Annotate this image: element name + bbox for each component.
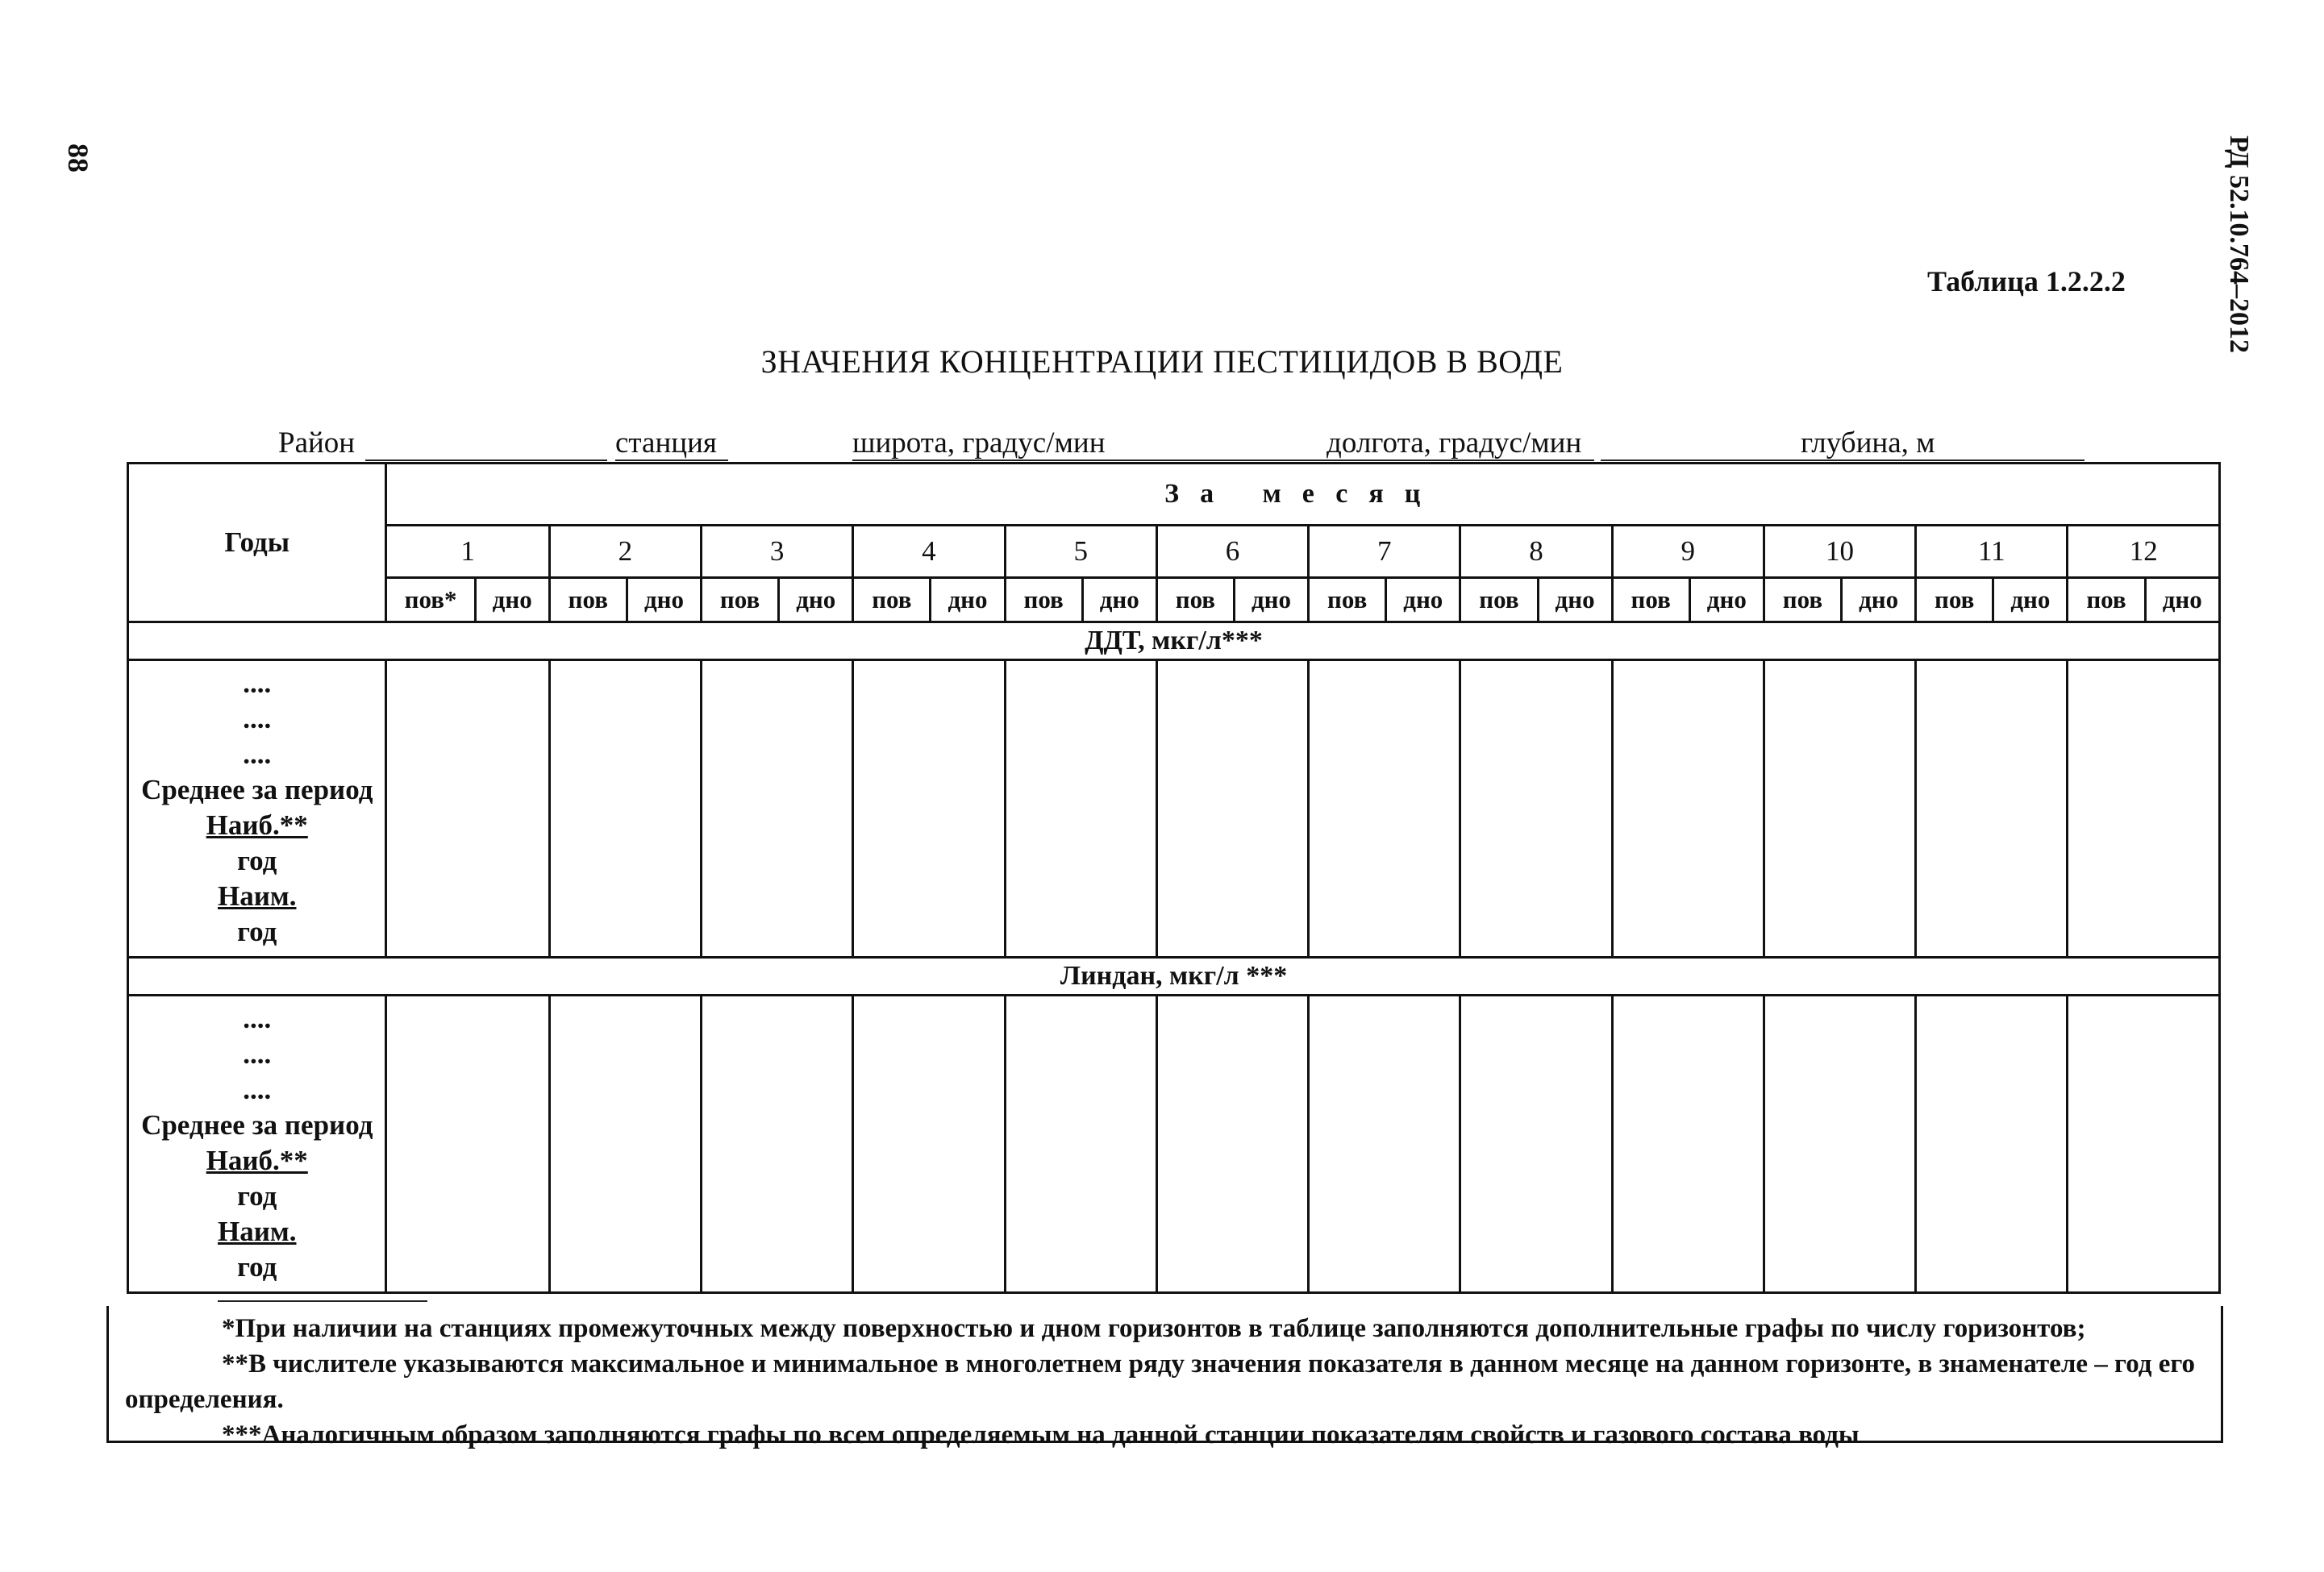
- month-value-cell[interactable]: [1309, 660, 1460, 958]
- surface-subheader: пов: [1612, 578, 1689, 622]
- row-labels: [128, 660, 386, 958]
- surface-subheader: пов: [1460, 578, 1538, 622]
- month-value-cell[interactable]: [1156, 996, 1308, 1293]
- district-label: Район: [278, 426, 356, 460]
- section-title: ДДТ, мкг/л***: [128, 622, 2220, 660]
- latitude-label: широта, градус/мин: [852, 426, 1106, 460]
- footnote-1: *При наличии на станциях промежуточных между поверхностью и дном горизонтов в таблице заполняются дополнительные графы по числу горизонтов;: [222, 1314, 2086, 1343]
- month-value-cell[interactable]: [702, 660, 853, 958]
- depth-label: глубина, м: [1801, 426, 1935, 460]
- bottom-subheader: дно: [1842, 578, 1916, 622]
- month-header: 12: [2068, 526, 2220, 578]
- bottom-subheader: дно: [1538, 578, 1612, 622]
- month-value-cell[interactable]: [853, 660, 1005, 958]
- surface-subheader: пов: [1309, 578, 1386, 622]
- month-value-cell[interactable]: [2068, 660, 2220, 958]
- month-header: 5: [1005, 526, 1156, 578]
- surface-subheader: пов: [702, 578, 779, 622]
- row-label: год: [237, 1251, 277, 1283]
- month-value-cell[interactable]: [1916, 996, 2068, 1293]
- table-number: Таблица 1.2.2.2: [1927, 265, 2126, 297]
- row-label: Наиб.**: [206, 809, 308, 841]
- month-value-cell[interactable]: [2068, 996, 2220, 1293]
- surface-subheader: пов: [1764, 578, 1841, 622]
- month-header: 11: [1916, 526, 2068, 578]
- bottom-subheader: дно: [1689, 578, 1764, 622]
- bottom-subheader: дно: [475, 578, 549, 622]
- month-value-cell[interactable]: [1612, 996, 1764, 1293]
- row-label: ....: [243, 1074, 272, 1105]
- surface-subheader: пов: [2068, 578, 2145, 622]
- month-value-cell[interactable]: [386, 660, 549, 958]
- month-header: 8: [1460, 526, 1612, 578]
- footnotes: [106, 1306, 2223, 1449]
- row-label: ....: [243, 1003, 272, 1034]
- row-label: Среднее за период: [141, 774, 373, 805]
- years-header: Годы: [128, 464, 386, 622]
- row-labels: [128, 996, 386, 1293]
- month-value-cell[interactable]: [853, 996, 1005, 1293]
- surface-subheader: пов: [549, 578, 627, 622]
- month-value-cell[interactable]: [549, 660, 701, 958]
- row-label: Среднее за период: [141, 1109, 373, 1141]
- month-header: 3: [702, 526, 853, 578]
- surface-subheader: пов: [1005, 578, 1082, 622]
- bottom-subheader: дно: [627, 578, 701, 622]
- bottom-subheader: дно: [1993, 578, 2068, 622]
- bottom-subheader: дно: [931, 578, 1005, 622]
- month-header: 6: [1156, 526, 1308, 578]
- document-code: РД 52.10.764–2012: [2224, 135, 2254, 354]
- surface-subheader: пов: [1916, 578, 1993, 622]
- pesticide-table: [127, 462, 2221, 1294]
- row-label: год: [237, 1180, 277, 1212]
- bottom-subheader: дно: [1386, 578, 1460, 622]
- bottom-subheader: дно: [779, 578, 853, 622]
- page-number: 88: [62, 143, 94, 173]
- footnote-2: **В числителе указываются максимальное и минимальное в многолетнем ряду значения показателя в данном месяце на данном горизонте, в знаменателе – год его определения.: [125, 1350, 2196, 1414]
- month-header: 1: [386, 526, 549, 578]
- month-value-cell[interactable]: [1916, 660, 2068, 958]
- surface-subheader: пов: [1156, 578, 1234, 622]
- month-value-cell[interactable]: [1460, 660, 1612, 958]
- bottom-subheader: дно: [2145, 578, 2219, 622]
- month-value-cell[interactable]: [1005, 660, 1156, 958]
- month-value-cell[interactable]: [386, 996, 549, 1293]
- month-header: 7: [1309, 526, 1460, 578]
- section-title: Линдан, мкг/л ***: [128, 958, 2220, 996]
- row-label: год: [237, 845, 277, 876]
- month-value-cell[interactable]: [1764, 660, 1915, 958]
- bottom-subheader: дно: [1082, 578, 1156, 622]
- month-value-cell[interactable]: [702, 996, 853, 1293]
- month-header: 10: [1764, 526, 1915, 578]
- month-value-cell[interactable]: [1764, 996, 1915, 1293]
- station-label: станция: [615, 426, 717, 460]
- row-label: ....: [243, 738, 272, 770]
- district-line: [365, 460, 607, 461]
- footnote-3: ***Аналогичным образом заполняются графы по всем определяемым на данной станции показателям свойств и газового состава воды: [222, 1420, 1860, 1449]
- month-value-cell[interactable]: [1309, 996, 1460, 1293]
- month-value-cell[interactable]: [1156, 660, 1308, 958]
- row-label: Наим.: [218, 880, 297, 912]
- longitude-label: долгота, градус/мин: [1327, 426, 1582, 460]
- month-value-cell[interactable]: [1460, 996, 1612, 1293]
- month-header: 4: [853, 526, 1005, 578]
- header-fields: [278, 426, 2157, 463]
- period-header: За месяц: [386, 464, 2220, 526]
- month-value-cell[interactable]: [1612, 660, 1764, 958]
- station-underline: [615, 460, 728, 461]
- table-title: ЗНАЧЕНИЯ КОНЦЕНТРАЦИИ ПЕСТИЦИДОВ В ВОДЕ: [760, 343, 1564, 380]
- row-label: ....: [243, 667, 272, 699]
- month-header: 2: [549, 526, 701, 578]
- row-label: Наим.: [218, 1216, 297, 1247]
- surface-subheader: пов*: [386, 578, 475, 622]
- month-value-cell[interactable]: [549, 996, 701, 1293]
- bottom-subheader: дно: [1234, 578, 1308, 622]
- footnote-divider: [218, 1300, 427, 1302]
- row-label: год: [237, 916, 277, 947]
- row-label: ....: [243, 1038, 272, 1070]
- row-label: Наиб.**: [206, 1145, 308, 1176]
- month-value-cell[interactable]: [1005, 996, 1156, 1293]
- row-label: ....: [243, 703, 272, 734]
- month-header: 9: [1612, 526, 1764, 578]
- surface-subheader: пов: [853, 578, 931, 622]
